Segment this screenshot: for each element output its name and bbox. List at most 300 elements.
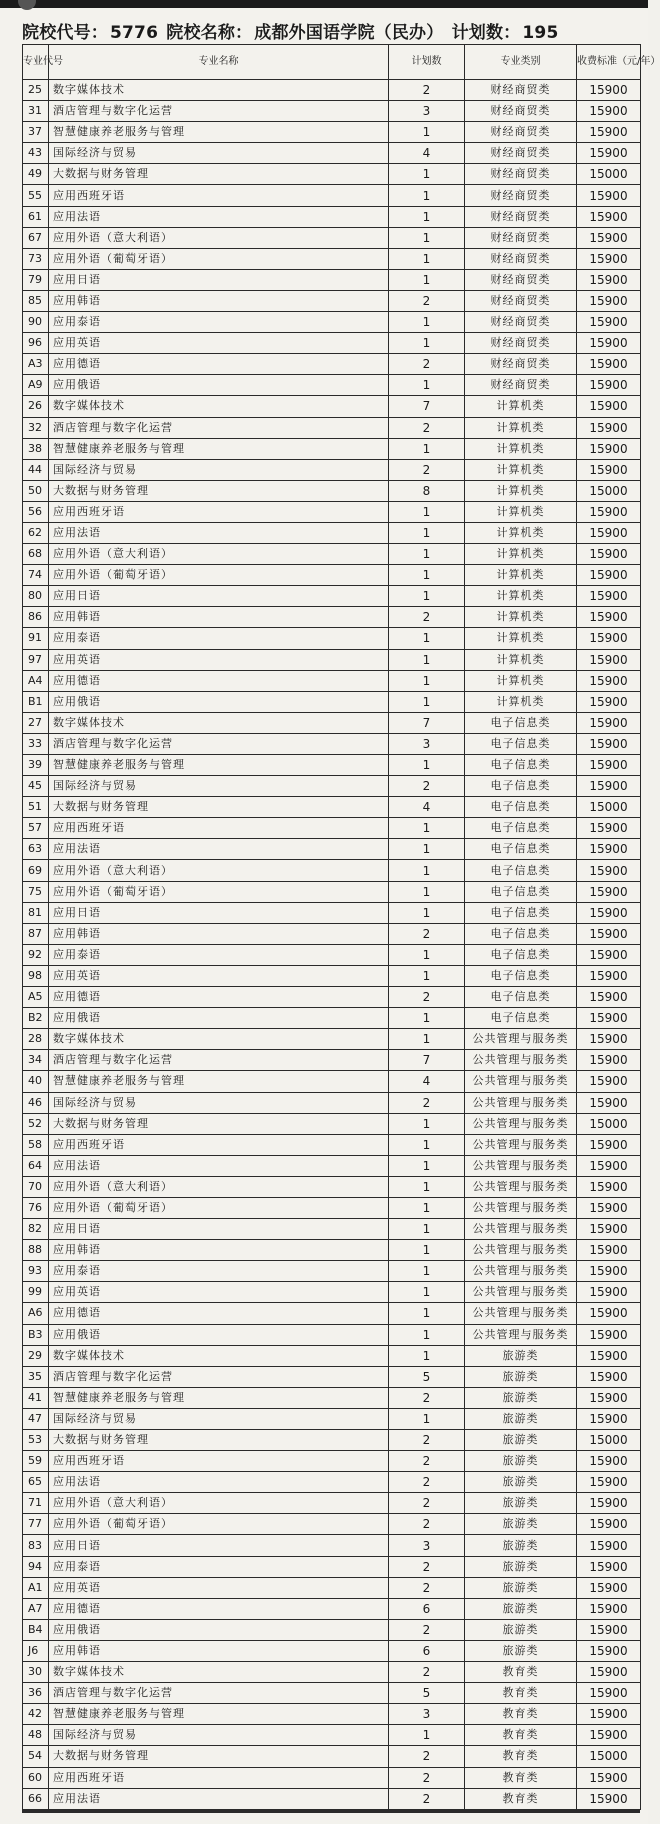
school-name-label: 院校名称： xyxy=(166,23,253,43)
table-row xyxy=(23,1008,641,1029)
cell-plan-count: 2 xyxy=(389,923,465,944)
cell-plan-count: 2 xyxy=(389,987,465,1008)
cell-plan-count: 1 xyxy=(389,164,465,185)
cell-plan-count: 1 xyxy=(389,227,465,248)
cell-major-name: 应用俄语 xyxy=(49,1008,389,1029)
cell-plan-count: 2 xyxy=(389,1493,465,1514)
cell-major-name: 应用外语（葡萄牙语） xyxy=(49,1514,389,1535)
cell-plan-count: 2 xyxy=(389,1619,465,1640)
cell-category: 公共管理与服务类 xyxy=(465,1092,577,1113)
table-row xyxy=(23,354,641,375)
cell-category: 教育类 xyxy=(465,1704,577,1725)
cell-category: 计算机类 xyxy=(465,522,577,543)
cell-category: 电子信息类 xyxy=(465,776,577,797)
cell-major-name: 酒店管理与数字化运营 xyxy=(49,733,389,754)
cell-major-name: 大数据与财务管理 xyxy=(49,1430,389,1451)
cell-code: 96 xyxy=(23,333,49,354)
cell-code: 33 xyxy=(23,733,49,754)
cell-code: 46 xyxy=(23,1092,49,1113)
cell-fee: 15900 xyxy=(577,333,641,354)
cell-fee: 15900 xyxy=(577,1640,641,1661)
cell-fee: 15900 xyxy=(577,987,641,1008)
col-header-name: 专业名称 xyxy=(49,45,389,80)
cell-category: 计算机类 xyxy=(465,501,577,522)
cell-category: 计算机类 xyxy=(465,628,577,649)
cell-category: 计算机类 xyxy=(465,649,577,670)
cell-plan-count: 2 xyxy=(389,1767,465,1788)
cell-code: 94 xyxy=(23,1556,49,1577)
cell-category: 财经商贸类 xyxy=(465,312,577,333)
cell-major-name: 智慧健康养老服务与管理 xyxy=(49,1387,389,1408)
cell-category: 电子信息类 xyxy=(465,712,577,733)
cell-major-name: 大数据与财务管理 xyxy=(49,480,389,501)
cell-category: 财经商贸类 xyxy=(465,269,577,290)
table-row xyxy=(23,839,641,860)
cell-code: B4 xyxy=(23,1619,49,1640)
cell-plan-count: 1 xyxy=(389,1197,465,1218)
cell-code: B1 xyxy=(23,691,49,712)
cell-code: 71 xyxy=(23,1493,49,1514)
cell-major-name: 大数据与财务管理 xyxy=(49,1113,389,1134)
cell-plan-count: 7 xyxy=(389,1050,465,1071)
cell-code: 37 xyxy=(23,122,49,143)
cell-major-name: 数字媒体技术 xyxy=(49,1029,389,1050)
cell-fee: 15900 xyxy=(577,839,641,860)
cell-code: 63 xyxy=(23,839,49,860)
table-header-row xyxy=(23,45,641,80)
cell-plan-count: 3 xyxy=(389,733,465,754)
cell-code: 61 xyxy=(23,206,49,227)
cell-fee: 15900 xyxy=(577,290,641,311)
cell-major-name: 应用韩语 xyxy=(49,923,389,944)
cell-major-name: 应用泰语 xyxy=(49,1261,389,1282)
cell-category: 电子信息类 xyxy=(465,839,577,860)
cell-fee: 15900 xyxy=(577,1704,641,1725)
cell-plan-count: 8 xyxy=(389,480,465,501)
cell-code: 32 xyxy=(23,417,49,438)
cell-fee: 15900 xyxy=(577,712,641,733)
cell-code: 34 xyxy=(23,1050,49,1071)
cell-code: 40 xyxy=(23,1071,49,1092)
cell-code: 27 xyxy=(23,712,49,733)
cell-category: 公共管理与服务类 xyxy=(465,1282,577,1303)
cell-category: 财经商贸类 xyxy=(465,122,577,143)
cell-plan-count: 2 xyxy=(389,417,465,438)
cell-plan-count: 1 xyxy=(389,1134,465,1155)
cell-fee: 15000 xyxy=(577,1113,641,1134)
table-row xyxy=(23,733,641,754)
cell-plan-count: 1 xyxy=(389,755,465,776)
cell-major-name: 酒店管理与数字化运营 xyxy=(49,1366,389,1387)
table-row xyxy=(23,396,641,417)
table-row xyxy=(23,417,641,438)
table-row xyxy=(23,80,641,101)
table-row xyxy=(23,881,641,902)
cell-category: 计算机类 xyxy=(465,670,577,691)
cell-plan-count: 1 xyxy=(389,1282,465,1303)
table-row xyxy=(23,1451,641,1472)
cell-fee: 15900 xyxy=(577,1345,641,1366)
table-row xyxy=(23,1704,641,1725)
table-row xyxy=(23,607,641,628)
cell-plan-count: 2 xyxy=(389,1430,465,1451)
cell-code: 97 xyxy=(23,649,49,670)
cell-plan-count: 1 xyxy=(389,839,465,860)
cell-code: A5 xyxy=(23,987,49,1008)
cell-major-name: 应用俄语 xyxy=(49,1619,389,1640)
cell-code: 39 xyxy=(23,755,49,776)
cell-code: A9 xyxy=(23,375,49,396)
cell-category: 电子信息类 xyxy=(465,902,577,923)
table-row xyxy=(23,143,641,164)
cell-code: B3 xyxy=(23,1324,49,1345)
cell-fee: 15900 xyxy=(577,1408,641,1429)
cell-major-name: 国际经济与贸易 xyxy=(49,1092,389,1113)
cell-major-name: 智慧健康养老服务与管理 xyxy=(49,1071,389,1092)
cell-code: 44 xyxy=(23,459,49,480)
cell-code: A6 xyxy=(23,1303,49,1324)
cell-category: 计算机类 xyxy=(465,586,577,607)
table-row xyxy=(23,1050,641,1071)
cell-fee: 15900 xyxy=(577,1493,641,1514)
cell-plan-count: 5 xyxy=(389,1366,465,1387)
table-row xyxy=(23,1240,641,1261)
cell-major-name: 应用日语 xyxy=(49,1219,389,1240)
cell-code: 64 xyxy=(23,1155,49,1176)
cell-plan-count: 2 xyxy=(389,290,465,311)
cell-plan-count: 2 xyxy=(389,1556,465,1577)
cell-category: 教育类 xyxy=(465,1662,577,1683)
table-row xyxy=(23,1662,641,1683)
cell-major-name: 应用外语（葡萄牙语） xyxy=(49,248,389,269)
cell-category: 旅游类 xyxy=(465,1451,577,1472)
cell-code: 49 xyxy=(23,164,49,185)
cell-code: A1 xyxy=(23,1577,49,1598)
cell-major-name: 应用西班牙语 xyxy=(49,185,389,206)
cell-major-name: 应用泰语 xyxy=(49,312,389,333)
cell-fee: 15900 xyxy=(577,1134,641,1155)
cell-fee: 15900 xyxy=(577,1303,641,1324)
cell-fee: 15900 xyxy=(577,1535,641,1556)
cell-category: 财经商贸类 xyxy=(465,164,577,185)
cell-plan-count: 1 xyxy=(389,965,465,986)
cell-category: 公共管理与服务类 xyxy=(465,1134,577,1155)
table-row xyxy=(23,375,641,396)
cell-major-name: 应用外语（意大利语） xyxy=(49,227,389,248)
cell-plan-count: 1 xyxy=(389,1008,465,1029)
cell-code: 88 xyxy=(23,1240,49,1261)
col-header-fee: 收费标准（元/年） xyxy=(577,45,641,80)
cell-fee: 15900 xyxy=(577,1366,641,1387)
table-row xyxy=(23,333,641,354)
cell-category: 教育类 xyxy=(465,1683,577,1704)
table-row xyxy=(23,1324,641,1345)
cell-major-name: 应用外语（意大利语） xyxy=(49,1493,389,1514)
cell-major-name: 应用英语 xyxy=(49,1577,389,1598)
cell-major-name: 应用外语（葡萄牙语） xyxy=(49,881,389,902)
cell-code: 26 xyxy=(23,396,49,417)
cell-major-name: 应用法语 xyxy=(49,1155,389,1176)
cell-plan-count: 2 xyxy=(389,1662,465,1683)
top-band xyxy=(0,0,648,8)
table-row xyxy=(23,586,641,607)
cell-fee: 15900 xyxy=(577,586,641,607)
cell-plan-count: 2 xyxy=(389,1577,465,1598)
cell-category: 公共管理与服务类 xyxy=(465,1050,577,1071)
cell-code: A3 xyxy=(23,354,49,375)
table-row xyxy=(23,1303,641,1324)
table-row xyxy=(23,269,641,290)
table-row xyxy=(23,1514,641,1535)
admission-plan-table xyxy=(22,44,660,1810)
cell-major-name: 应用英语 xyxy=(49,649,389,670)
col-header-plan: 计划数 xyxy=(389,45,465,80)
cell-fee: 15900 xyxy=(577,1472,641,1493)
cell-code: 67 xyxy=(23,227,49,248)
cell-fee: 15900 xyxy=(577,818,641,839)
cell-plan-count: 4 xyxy=(389,797,465,818)
cell-fee: 15900 xyxy=(577,1282,641,1303)
table-row xyxy=(23,1408,641,1429)
cell-major-name: 应用法语 xyxy=(49,206,389,227)
table-row xyxy=(23,1493,641,1514)
table-row xyxy=(23,628,641,649)
cell-fee: 15900 xyxy=(577,691,641,712)
cell-major-name: 应用法语 xyxy=(49,1472,389,1493)
table-row xyxy=(23,248,641,269)
cell-code: 68 xyxy=(23,544,49,565)
cell-fee: 15900 xyxy=(577,1514,641,1535)
cell-fee: 15900 xyxy=(577,1619,641,1640)
cell-category: 电子信息类 xyxy=(465,818,577,839)
table-row xyxy=(23,1767,641,1788)
cell-fee: 15900 xyxy=(577,1071,641,1092)
cell-category: 旅游类 xyxy=(465,1577,577,1598)
cell-major-name: 智慧健康养老服务与管理 xyxy=(49,755,389,776)
cell-plan-count: 1 xyxy=(389,269,465,290)
cell-code: 43 xyxy=(23,143,49,164)
cell-plan-count: 2 xyxy=(389,1451,465,1472)
cell-plan-count: 1 xyxy=(389,185,465,206)
cell-category: 旅游类 xyxy=(465,1345,577,1366)
cell-fee: 15900 xyxy=(577,670,641,691)
table-row xyxy=(23,1155,641,1176)
cell-major-name: 应用西班牙语 xyxy=(49,1451,389,1472)
table-row xyxy=(23,522,641,543)
cell-plan-count: 1 xyxy=(389,818,465,839)
cell-code: 81 xyxy=(23,902,49,923)
cell-code: 74 xyxy=(23,565,49,586)
cell-code: 59 xyxy=(23,1451,49,1472)
table-row xyxy=(23,1725,641,1746)
cell-code: 47 xyxy=(23,1408,49,1429)
cell-category: 旅游类 xyxy=(465,1408,577,1429)
cell-fee: 15900 xyxy=(577,902,641,923)
cell-fee: 15900 xyxy=(577,733,641,754)
cell-fee: 15900 xyxy=(577,185,641,206)
cell-plan-count: 1 xyxy=(389,1345,465,1366)
cell-category: 计算机类 xyxy=(465,691,577,712)
table-row xyxy=(23,1788,641,1809)
cell-plan-count: 1 xyxy=(389,586,465,607)
cell-code: A4 xyxy=(23,670,49,691)
cell-category: 旅游类 xyxy=(465,1387,577,1408)
cell-fee: 15900 xyxy=(577,1387,641,1408)
cell-category: 财经商贸类 xyxy=(465,206,577,227)
cell-major-name: 国际经济与贸易 xyxy=(49,1725,389,1746)
cell-category: 公共管理与服务类 xyxy=(465,1176,577,1197)
cell-major-name: 应用英语 xyxy=(49,965,389,986)
cell-major-name: 应用德语 xyxy=(49,354,389,375)
cell-category: 公共管理与服务类 xyxy=(465,1324,577,1345)
table-row xyxy=(23,1683,641,1704)
table-row xyxy=(23,755,641,776)
table-row xyxy=(23,712,641,733)
cell-code: 91 xyxy=(23,628,49,649)
cell-category: 计算机类 xyxy=(465,565,577,586)
cell-fee: 15900 xyxy=(577,269,641,290)
cell-category: 公共管理与服务类 xyxy=(465,1113,577,1134)
cell-plan-count: 6 xyxy=(389,1640,465,1661)
cell-major-name: 应用德语 xyxy=(49,670,389,691)
cell-code: 92 xyxy=(23,944,49,965)
cell-fee: 15900 xyxy=(577,544,641,565)
cell-plan-count: 1 xyxy=(389,1408,465,1429)
cell-major-name: 国际经济与贸易 xyxy=(49,776,389,797)
cell-fee: 15900 xyxy=(577,227,641,248)
cell-category: 电子信息类 xyxy=(465,987,577,1008)
cell-major-name: 应用外语（意大利语） xyxy=(49,1176,389,1197)
table-row xyxy=(23,818,641,839)
cell-code: 29 xyxy=(23,1345,49,1366)
cell-plan-count: 4 xyxy=(389,143,465,164)
cell-major-name: 应用韩语 xyxy=(49,290,389,311)
table-row xyxy=(23,965,641,986)
cell-fee: 15900 xyxy=(577,1197,641,1218)
table-row xyxy=(23,1619,641,1640)
cell-fee: 15000 xyxy=(577,480,641,501)
cell-fee: 15900 xyxy=(577,881,641,902)
cell-category: 财经商贸类 xyxy=(465,354,577,375)
cell-major-name: 应用法语 xyxy=(49,522,389,543)
cell-plan-count: 1 xyxy=(389,670,465,691)
cell-fee: 15900 xyxy=(577,459,641,480)
cell-major-name: 大数据与财务管理 xyxy=(49,1746,389,1767)
cell-category: 教育类 xyxy=(465,1725,577,1746)
cell-plan-count: 3 xyxy=(389,1535,465,1556)
cell-category: 计算机类 xyxy=(465,459,577,480)
cell-major-name: 应用法语 xyxy=(49,839,389,860)
cell-fee: 15900 xyxy=(577,438,641,459)
cell-major-name: 数字媒体技术 xyxy=(49,80,389,101)
cell-code: 77 xyxy=(23,1514,49,1535)
cell-plan-count: 2 xyxy=(389,1092,465,1113)
cell-fee: 15900 xyxy=(577,1662,641,1683)
table-row xyxy=(23,1345,641,1366)
cell-code: 31 xyxy=(23,101,49,122)
cell-category: 旅游类 xyxy=(465,1493,577,1514)
cell-fee: 15900 xyxy=(577,1683,641,1704)
cell-major-name: 应用德语 xyxy=(49,1303,389,1324)
cell-fee: 15900 xyxy=(577,1219,641,1240)
cell-plan-count: 1 xyxy=(389,881,465,902)
cell-category: 计算机类 xyxy=(465,438,577,459)
cell-category: 公共管理与服务类 xyxy=(465,1197,577,1218)
cell-code: 30 xyxy=(23,1662,49,1683)
cell-fee: 15900 xyxy=(577,965,641,986)
table-row xyxy=(23,923,641,944)
cell-major-name: 大数据与财务管理 xyxy=(49,164,389,185)
cell-fee: 15900 xyxy=(577,417,641,438)
cell-plan-count: 1 xyxy=(389,691,465,712)
cell-fee: 15900 xyxy=(577,312,641,333)
cell-major-name: 智慧健康养老服务与管理 xyxy=(49,1704,389,1725)
table-row xyxy=(23,1261,641,1282)
table-row xyxy=(23,1029,641,1050)
cell-code: 93 xyxy=(23,1261,49,1282)
cell-code: 48 xyxy=(23,1725,49,1746)
cell-code: 35 xyxy=(23,1366,49,1387)
cell-category: 财经商贸类 xyxy=(465,290,577,311)
cell-plan-count: 1 xyxy=(389,902,465,923)
cell-plan-count: 1 xyxy=(389,860,465,881)
cell-code: 28 xyxy=(23,1029,49,1050)
cell-category: 计算机类 xyxy=(465,480,577,501)
cell-code: 98 xyxy=(23,965,49,986)
logo-mark xyxy=(18,0,36,10)
cell-plan-count: 4 xyxy=(389,1071,465,1092)
cell-plan-count: 1 xyxy=(389,248,465,269)
cell-category: 旅游类 xyxy=(465,1640,577,1661)
table-row xyxy=(23,1197,641,1218)
cell-major-name: 应用俄语 xyxy=(49,375,389,396)
cell-code: 52 xyxy=(23,1113,49,1134)
cell-category: 旅游类 xyxy=(465,1598,577,1619)
cell-category: 计算机类 xyxy=(465,417,577,438)
table-row xyxy=(23,987,641,1008)
cell-plan-count: 2 xyxy=(389,354,465,375)
cell-fee: 15900 xyxy=(577,1155,641,1176)
cell-fee: 15900 xyxy=(577,396,641,417)
cell-code: 69 xyxy=(23,860,49,881)
table-row xyxy=(23,227,641,248)
cell-major-name: 酒店管理与数字化运营 xyxy=(49,1683,389,1704)
cell-plan-count: 2 xyxy=(389,1746,465,1767)
cell-plan-count: 1 xyxy=(389,1176,465,1197)
table-row xyxy=(23,565,641,586)
cell-plan-count: 1 xyxy=(389,375,465,396)
table-row xyxy=(23,902,641,923)
cell-category: 公共管理与服务类 xyxy=(465,1240,577,1261)
cell-code: 60 xyxy=(23,1767,49,1788)
table-row xyxy=(23,101,641,122)
cell-code: 58 xyxy=(23,1134,49,1155)
table-row xyxy=(23,1282,641,1303)
cell-major-name: 应用西班牙语 xyxy=(49,818,389,839)
table-row xyxy=(23,1092,641,1113)
table-body xyxy=(23,80,641,1810)
cell-code: 90 xyxy=(23,312,49,333)
cell-code: 85 xyxy=(23,290,49,311)
cell-fee: 15900 xyxy=(577,501,641,522)
cell-fee: 15900 xyxy=(577,522,641,543)
cell-plan-count: 1 xyxy=(389,206,465,227)
table-row xyxy=(23,1746,641,1767)
cell-fee: 15000 xyxy=(577,1746,641,1767)
cell-code: 83 xyxy=(23,1535,49,1556)
cell-code: 51 xyxy=(23,797,49,818)
cell-major-name: 酒店管理与数字化运营 xyxy=(49,417,389,438)
